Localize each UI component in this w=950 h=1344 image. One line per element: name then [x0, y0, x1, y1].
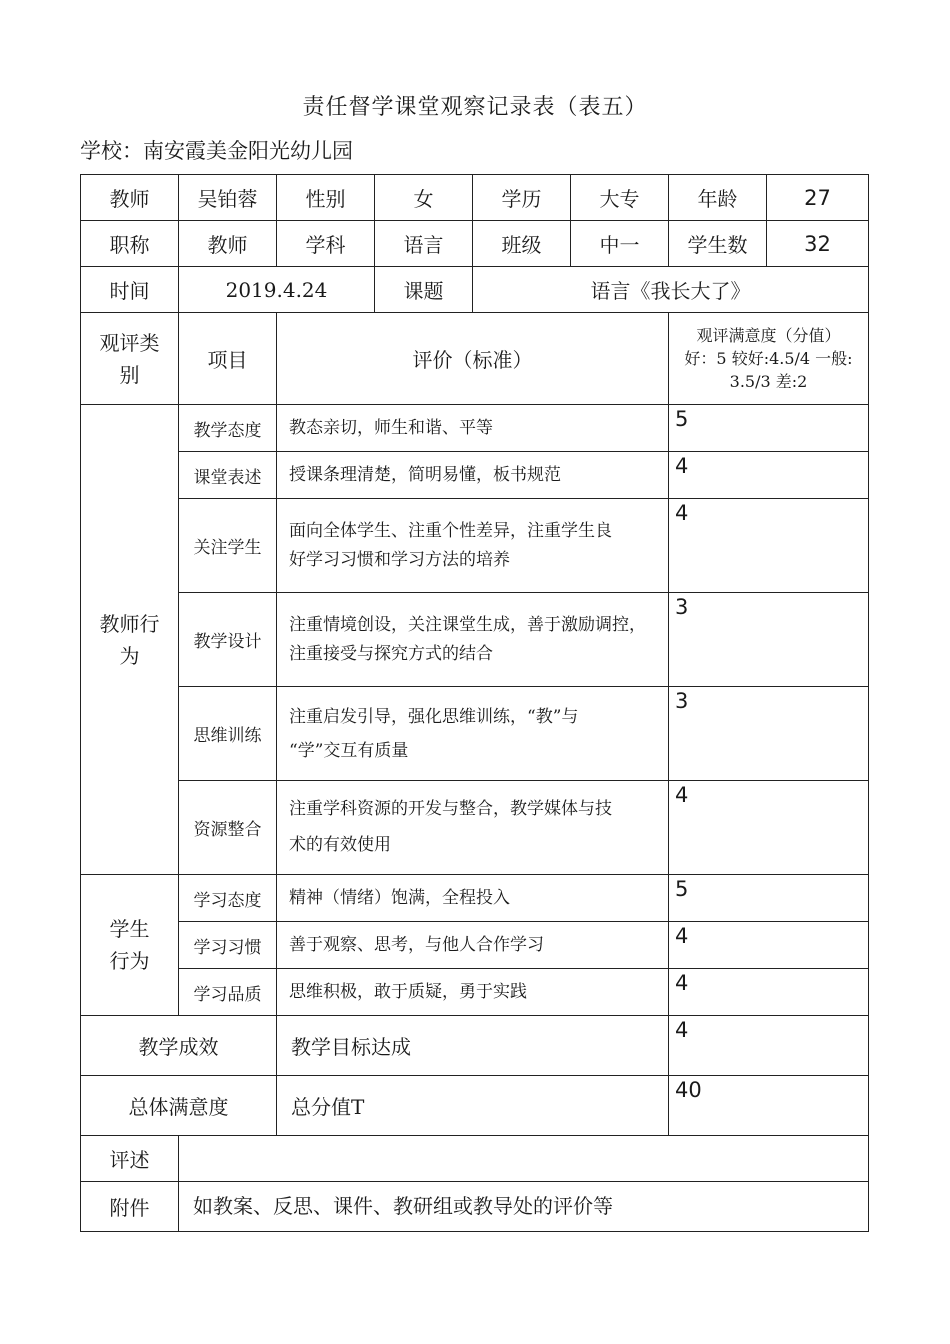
teacher-row	[81, 405, 869, 452]
student-row	[81, 875, 869, 922]
item-label: 学习习惯	[179, 922, 277, 969]
score-value: 5	[669, 875, 869, 922]
comment-value[interactable]	[179, 1136, 869, 1182]
student-row	[81, 969, 869, 1016]
gender-label: 性别	[277, 175, 375, 221]
item-label: 学习品质	[179, 969, 277, 1016]
subject-label: 学科	[277, 221, 375, 267]
teacher-behavior-label-line2: 为	[119, 643, 140, 668]
time-label: 时间	[81, 267, 179, 313]
criteria-line: 授课条理清楚，简明易懂，板书规范	[289, 464, 561, 485]
age-value: 27	[767, 175, 869, 221]
observation-form-table	[80, 174, 869, 1232]
criteria-line: 注重情境创设，关注课堂生成，善于激励调控，	[289, 614, 646, 635]
info-row-1	[81, 175, 869, 221]
criteria-line: 注重启发引导，强化思维训练，“教”与	[289, 706, 579, 727]
criteria-text	[277, 499, 669, 593]
satisfaction-header-line2: 好：5 较好:4.5/4 一般:	[684, 348, 853, 368]
teacher-label: 教师	[81, 175, 179, 221]
overall-label: 总体满意度	[81, 1076, 277, 1136]
item-label: 思维训练	[179, 687, 277, 781]
age-label: 年龄	[669, 175, 767, 221]
criteria-text: 精神（情绪）饱满，全程投入	[277, 875, 669, 922]
student-behavior-label-line1: 学生	[109, 917, 150, 941]
gender-value: 女	[375, 175, 473, 221]
class-value: 中一	[571, 221, 669, 267]
teacher-value: 吴铂蓉	[179, 175, 277, 221]
score-value: 4	[669, 452, 869, 499]
criteria-line: “学”交互有质量	[289, 740, 409, 761]
effect-score: 4	[669, 1016, 869, 1076]
school-line: 学校：南安霞美金阳光幼儿园	[80, 139, 353, 163]
category-header	[81, 313, 179, 405]
overall-score: 40	[669, 1076, 869, 1136]
criteria-line: 注重学科资源的开发与整合，教学媒体与技	[289, 798, 612, 819]
criteria-line: 注重接受与探究方式的结合	[289, 643, 493, 664]
satisfaction-header-line1: 观评满意度（分值）	[696, 325, 841, 345]
score-value: 4	[669, 499, 869, 593]
teacher-row	[81, 452, 869, 499]
comment-label: 评述	[81, 1136, 179, 1182]
rank-label: 职称	[81, 221, 179, 267]
teacher-row	[81, 499, 869, 593]
criteria-text	[277, 405, 669, 452]
overall-row	[81, 1076, 869, 1136]
education-label: 学历	[473, 175, 571, 221]
item-label: 关注学生	[179, 499, 277, 593]
student-behavior-label-line2: 行为	[109, 949, 150, 973]
page-title: 责任督学课堂观察记录表（表五）	[302, 95, 648, 120]
subject-value: 语言	[375, 221, 473, 267]
satisfaction-header	[669, 313, 869, 405]
teacher-row	[81, 687, 869, 781]
item-label: 资源整合	[179, 781, 277, 875]
comment-row	[81, 1136, 869, 1182]
criteria-text	[277, 687, 669, 781]
student-behavior-label	[81, 875, 179, 1016]
students-value: 32	[767, 221, 869, 267]
effect-criteria: 教学目标达成	[277, 1016, 669, 1076]
rank-value: 教师	[179, 221, 277, 267]
attachment-label: 附件	[81, 1182, 179, 1232]
score-value: 3	[669, 687, 869, 781]
score-value: 3	[669, 593, 869, 687]
criteria-line: 术的有效使用	[289, 834, 391, 855]
topic-label: 课题	[375, 267, 473, 313]
criteria-text: 思维积极，敢于质疑，勇于实践	[277, 969, 669, 1016]
teacher-behavior-label-line1: 教师行	[99, 611, 160, 636]
evaluation-header-row	[81, 313, 869, 405]
teacher-row	[81, 593, 869, 687]
criteria-text	[277, 781, 669, 875]
effect-row	[81, 1016, 869, 1076]
item-label: 课堂表述	[179, 452, 277, 499]
time-value: 2019.4.24	[179, 267, 375, 313]
effect-label: 教学成效	[81, 1016, 277, 1076]
category-header-line2: 别	[119, 362, 140, 387]
criteria-text: 善于观察、思考，与他人合作学习	[277, 922, 669, 969]
education-value: 大专	[571, 175, 669, 221]
info-row-2	[81, 221, 869, 267]
criteria-line: 好学习习惯和学习方法的培养	[289, 549, 510, 570]
item-label: 教学设计	[179, 593, 277, 687]
score-value: 4	[669, 781, 869, 875]
item-label: 教学态度	[179, 405, 277, 452]
item-header: 项目	[179, 313, 277, 405]
teacher-behavior-label	[81, 405, 179, 875]
topic-value: 语言《我长大了》	[473, 267, 869, 313]
score-value: 4	[669, 969, 869, 1016]
criteria-text	[277, 452, 669, 499]
info-row-3	[81, 267, 869, 313]
criteria-line: 面向全体学生、注重个性差异，注重学生良	[289, 521, 612, 542]
teacher-row	[81, 781, 869, 875]
students-label: 学生数	[669, 221, 767, 267]
criteria-header: 评价（标准）	[277, 313, 669, 405]
student-row	[81, 922, 869, 969]
overall-criteria: 总分值T	[277, 1076, 669, 1136]
class-label: 班级	[473, 221, 571, 267]
satisfaction-header-line3: 3.5/3 差:2	[729, 372, 808, 392]
criteria-line: 教态亲切，师生和谐、平等	[289, 417, 493, 438]
criteria-text	[277, 593, 669, 687]
score-value: 4	[669, 922, 869, 969]
item-label: 学习态度	[179, 875, 277, 922]
attachment-row	[81, 1182, 869, 1232]
category-header-line1: 观评类	[99, 330, 160, 355]
score-value: 5	[669, 405, 869, 452]
attachment-value: 如教案、反思、课件、教研组或教导处的评价等	[179, 1182, 869, 1232]
